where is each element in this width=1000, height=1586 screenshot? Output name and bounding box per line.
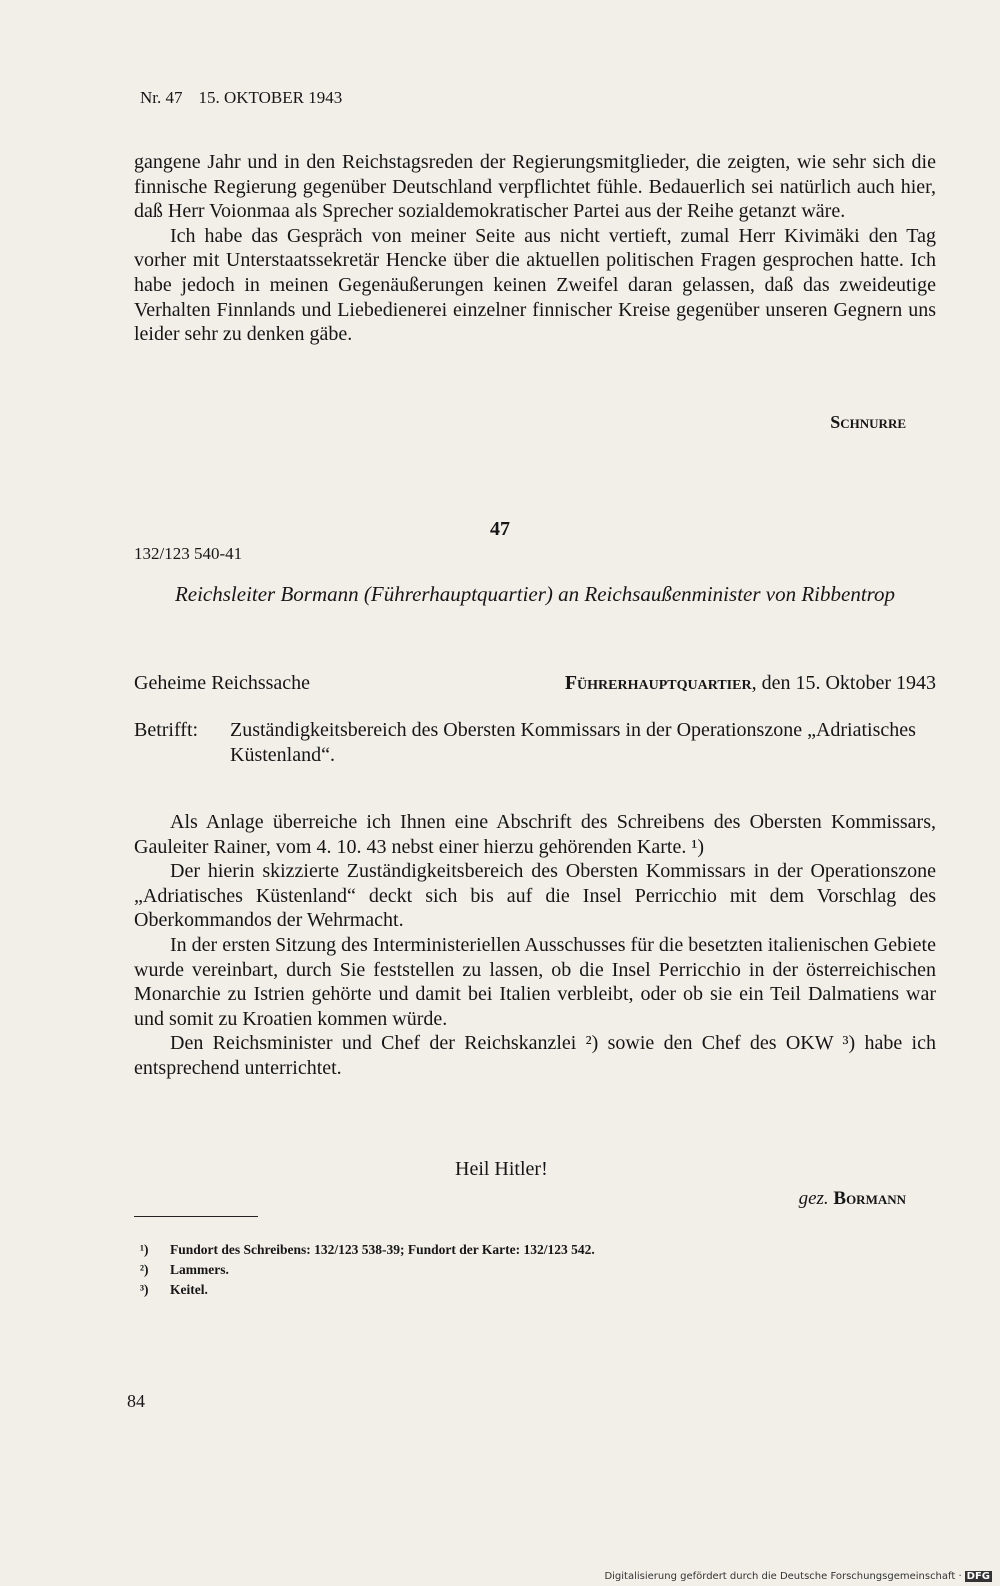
letter-date: , den 15. Oktober 1943 bbox=[751, 672, 936, 694]
credit-text: Digitalisierung gefördert durch die Deutsche Forschungsgemeinschaft · bbox=[604, 1571, 962, 1582]
closing-greeting: Heil Hitler! bbox=[455, 1158, 548, 1180]
header-date: 15. OKTOBER 1943 bbox=[198, 88, 343, 107]
paragraph: gangene Jahr und in den Reichstagsreden der Regierungsmitglieder, die zeigten, wie sehr sich die finnische Regierung gegenüber Deutschland verpflichtet fühle. Bedauerlich sei natürlich auch hier, daß Herr Voionmaa als Sprecher sozialdemokratischer Partei aus der Reihe getanzt wäre. bbox=[134, 151, 936, 223]
page-number: 84 bbox=[127, 1391, 145, 1411]
paragraph: In der ersten Sitzung des Interministeriellen Ausschusses für die besetzten italienischen Gebiete wurde vereinbart, durch Sie feststellen zu lassen, ob die Insel Perricchio in der österreichischen Monarchie zu Istrien gehörte und damit bei Italien verbleibt, oder ob sie ein Teil Dalmatiens war und somit zu Kroatien kommen würde. bbox=[134, 933, 936, 1030]
footnote: ¹) Fundort des Schreibens: 132/123 538-39; Fundort der Karte: 132/123 542. bbox=[140, 1242, 595, 1257]
subject-text: Zuständigkeitsbereich des Obersten Kommissars in der Operationszone „Adriatisches Küstenland“. bbox=[230, 719, 916, 766]
footnote: ³) Keitel. bbox=[140, 1282, 208, 1297]
place-date bbox=[565, 672, 936, 695]
footnote-divider bbox=[134, 1216, 258, 1217]
paragraph: Ich habe das Gespräch von meiner Seite aus nicht vertieft, zumal Herr Kivimäki den Tag vorher mit Unterstaatssekretär Hencke über die aktuellen politischen Fragen gesprochen hatte. Ich habe jedoch in meinen Gegenäußerungen keinen Zweifel daran gelassen, daß das zweideutige Verhalten Finnlands und Liebedienerei einzelner finnischer Kreise gegenüber unseren Gegnern uns leider sehr zu denken gäbe. bbox=[134, 224, 936, 346]
letter-body bbox=[134, 810, 936, 1081]
paragraph: Als Anlage überreiche ich Ihnen eine Abschrift des Schreibens des Obersten Kommissars, Gauleiter Rainer, vom 4. 10. 43 nebst einer hierzu gehörenden Karte. ¹) bbox=[134, 811, 936, 858]
signature-prefix: gez. bbox=[798, 1188, 829, 1209]
classification: Geheime Reichssache bbox=[134, 672, 311, 694]
paragraph: Der hierin skizzierte Zuständigkeitsbereich des Obersten Kommissars in der Operationszone „Adriatisches Küstenland“ deckt sich bis auf die Insel Perricchio mit dem Vorschlag des Oberkommandos der Wehrmacht. bbox=[134, 860, 936, 932]
classification-line bbox=[134, 672, 936, 695]
footnote: ²) Lammers. bbox=[140, 1262, 229, 1277]
header-doc-number: Nr. 47 bbox=[140, 88, 183, 107]
digitization-credit bbox=[604, 1571, 992, 1582]
subject-line bbox=[134, 718, 936, 767]
running-header bbox=[140, 88, 342, 108]
document-title: Reichsleiter Bormann (Führerhauptquartier) an Reichsaußenminister von Ribbentrop bbox=[174, 582, 896, 606]
signature-name: Bormann bbox=[833, 1188, 906, 1209]
signature-schnurre: Schnurre bbox=[830, 412, 906, 432]
footnotes bbox=[140, 1240, 595, 1300]
dfg-logo: DFG bbox=[966, 1571, 990, 1582]
place: Führerhauptquartier bbox=[564, 672, 752, 694]
archive-reference: 132/123 540-41 bbox=[134, 544, 243, 563]
signature-bormann bbox=[799, 1188, 906, 1210]
continued-text-block bbox=[134, 150, 936, 347]
paragraph: Den Reichsminister und Chef der Reichskanzlei ²) sowie den Chef des OKW ³) habe ich entsprechend unterrichtet. bbox=[134, 1032, 936, 1079]
subject-label: Betrifft: bbox=[134, 719, 199, 741]
document-number: 47 bbox=[490, 518, 510, 540]
